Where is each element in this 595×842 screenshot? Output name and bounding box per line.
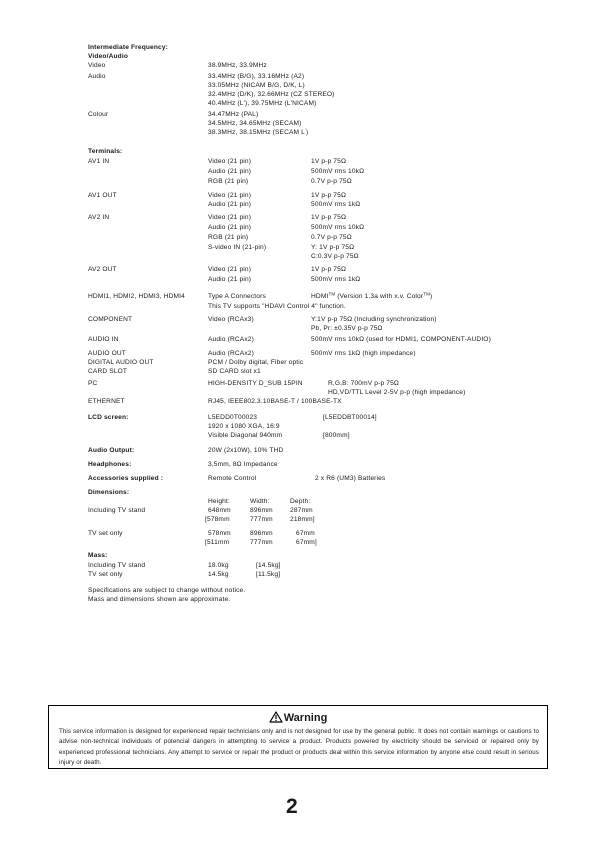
mass-only-value: 14.5kg: [208, 571, 229, 578]
dimension-value: 287mm: [290, 507, 313, 514]
terminal-type: RGB (21 pin): [208, 234, 249, 241]
dimension-value: 648mm: [208, 507, 231, 514]
component-label: COMPONENT: [88, 316, 133, 323]
component-type: Video (RCAx3): [208, 316, 254, 323]
if-audio-label: Audio: [88, 73, 106, 80]
dimensions-header: Depth:: [290, 498, 311, 505]
warning-title: Warning: [49, 711, 547, 725]
terminal-value: 500mV rms 10kΩ: [311, 168, 365, 175]
av1-out-label: AV1 OUT: [88, 192, 117, 199]
terminal-value: 500mV rms 1kΩ: [311, 276, 361, 283]
dimension-value: 777mm: [250, 516, 273, 523]
hdmi-label: HDMI1, HDMI2, HDMI3, HDMI4: [88, 293, 185, 300]
dimension-value: 218mm]: [290, 516, 315, 523]
if-audio-value: 33.4MHz (B/G), 33.16MHz (A2): [208, 73, 305, 80]
mass-stand-label: Including TV stand: [88, 562, 146, 569]
hdmi-note: This TV supports "HDAVI Control 4" function.: [208, 303, 346, 310]
dimension-value: 67mm: [296, 530, 315, 537]
card-slot-type: SD CARD slot x1: [208, 368, 261, 375]
terminals-heading: Terminals:: [88, 148, 123, 155]
if-colour-value: 38.3MHz, 38.15MHz (SECAM L'): [208, 127, 309, 136]
dimensions-only-label: TV set only: [88, 530, 123, 537]
av2-in-label: AV2 IN: [88, 214, 110, 221]
pc-label: PC: [88, 380, 98, 387]
if-video-label: Video: [88, 62, 106, 69]
if-audio-value: 32.4MHz (D/K), 32.66MHz (CZ STEREO): [208, 91, 335, 98]
lcd-label: LCD screen:: [88, 414, 129, 421]
terminal-value: Y: 1V p-p 75Ω: [311, 244, 355, 251]
lcd-part: L5EDD0T00023: [208, 414, 258, 421]
warning-box: [48, 705, 548, 769]
dimension-value: 896mm: [250, 530, 273, 537]
audio-out-value: 500mV rms 1kΩ (high impedance): [311, 350, 416, 357]
audio-in-type: Audio (RCAx2): [208, 336, 254, 343]
pc-value: HD,VD/TTL Level 2-5V p-p (high impedance): [328, 389, 466, 396]
pc-value: R,G,B: 700mV p-p 75Ω: [328, 380, 399, 387]
card-slot-label: CARD SLOT: [88, 368, 128, 375]
mass-stand-value: 18.0kg: [208, 562, 229, 569]
dimensions-header: Width:: [250, 498, 270, 505]
pc-type: HIGH-DENSITY D_SUB 15PIN: [208, 380, 303, 387]
lcd-part-alt: [L5EDDBT00014]: [323, 414, 377, 421]
dimension-value: 777mm: [250, 539, 273, 546]
if-heading: Intermediate Frequency:: [88, 44, 169, 51]
ethernet-type: RJ45, IEEE802.3.10BASE-T / 100BASE-TX: [208, 398, 342, 405]
terminal-type: Audio (21 pin): [208, 168, 252, 175]
dimensions-label: Dimensions:: [88, 489, 130, 496]
hdmi-value: HDMI™ (Version 1.3a with x.v. Color™): [311, 291, 433, 300]
dimension-value: 578mm: [208, 530, 231, 537]
mass-label: Mass:: [88, 552, 108, 559]
audio-output-value: 20W (2x10W), 10% THD: [208, 447, 284, 454]
mass-only-alt: [11.5kg]: [256, 571, 281, 578]
page-number: 2: [286, 795, 298, 818]
lcd-resolution: 1920 x 1080 XGA, 16:9: [208, 423, 280, 430]
dimensions-header: Height:: [208, 498, 230, 505]
accessories-batteries: 2 x R6 (UM3) Batteries: [315, 475, 386, 482]
dimension-value: 67mm]: [296, 539, 317, 546]
terminal-type: Video (21 pin): [208, 266, 252, 273]
warning-text: This service information is designed for experienced repair technicians only and is not designed for use by the general public. It does not contain warnings or cautions to advise non-technical individuals of potencial dangers in attempting to service a product. Products powered by electricity should be serviced or repaired only by experienced professional technicians. Any attempt to service or repair the product or products deal within this service information by anyone else could result in serious injury or death.: [59, 728, 539, 766]
dimension-value: 896mm: [250, 507, 273, 514]
warning-triangle-icon: [269, 711, 283, 723]
terminal-value: 500mV rms 10kΩ: [311, 224, 365, 231]
terminal-type: Video (21 pin): [208, 158, 252, 165]
accessories-label: Accessories supplied :: [88, 475, 164, 482]
lcd-diagonal: Visible Diagonal 940mm: [208, 432, 283, 439]
if-video-value: 38.9MHz, 33.9MHz: [208, 62, 267, 69]
dimensions-stand-label: Including TV stand: [88, 507, 146, 514]
if-colour-value: 34.47MHz (PAL): [208, 111, 259, 118]
av2-out-label: AV2 OUT: [88, 266, 117, 273]
mass-stand-alt: [14.5kg]: [256, 562, 281, 569]
terminal-value: 0.7V p-p 75Ω: [311, 178, 352, 185]
lcd-diagonal-alt: [800mm]: [323, 432, 350, 439]
terminal-type: Video (21 pin): [208, 192, 252, 199]
terminal-type: Audio (21 pin): [208, 276, 252, 283]
if-colour-label: Colour: [88, 111, 109, 118]
audio-out-label: AUDIO OUT: [88, 350, 126, 357]
audio-in-label: AUDIO IN: [88, 336, 119, 343]
if-subheading: Video/Audio: [88, 53, 128, 60]
terminal-type: S-video IN (21-pin): [208, 244, 267, 251]
dimension-value: [511mm: [205, 539, 230, 546]
if-audio-value: 33.05MHz (NICAM B/G, D/K, L): [208, 82, 305, 89]
terminal-value: 1V p-p 75Ω: [311, 158, 347, 165]
terminal-value: 1V p-p 75Ω: [311, 192, 347, 199]
terminal-type: RGB (21 pin): [208, 178, 249, 185]
terminal-value: 500mV rms 1kΩ: [311, 201, 361, 208]
component-value: Pb, Pr: ±0.35V p-p 75Ω: [311, 325, 383, 332]
audio-in-value: 500mV rms 10kΩ (used for HDMI1, COMPONENT-AUDIO): [311, 336, 491, 343]
terminal-value: 1V p-p 75Ω: [311, 214, 347, 221]
terminal-type: Audio (21 pin): [208, 224, 252, 231]
terminal-value: 1V p-p 75Ω: [311, 266, 347, 273]
component-value: Y:1V p-p 75Ω (Including synchronization): [311, 316, 437, 323]
terminal-value: C:0.3V p-p 75Ω: [311, 253, 359, 260]
headphones-label: Headphones:: [88, 461, 132, 468]
terminal-value: 0.7V p-p 75Ω: [311, 234, 352, 241]
if-audio-value: 40.4MHz (L'), 39.75MHz (L'NICAM): [208, 100, 317, 107]
digital-audio-out-type: PCM / Dolby digital, Fiber optic: [208, 359, 304, 366]
audio-out-type: Audio (RCAx2): [208, 350, 254, 357]
headphones-value: 3,5mm, 8Ω Impedance: [208, 461, 278, 468]
hdmi-type: Type A Connectors: [208, 293, 266, 300]
terminal-type: Video (21 pin): [208, 214, 252, 221]
audio-output-label: Audio Output:: [88, 447, 135, 454]
av1-in-label: AV1 IN: [88, 158, 110, 165]
terminal-type: Audio (21 pin): [208, 201, 252, 208]
dimension-value: [578mm: [205, 516, 230, 523]
ethernet-label: ETHERNET: [88, 398, 125, 405]
note-line: Mass and dimensions shown are approximate.: [88, 596, 231, 603]
accessories-item: Remote Control: [208, 475, 257, 482]
if-colour-value: 34.5MHz, 34.65MHz (SECAM): [208, 120, 302, 127]
mass-only-label: TV set only: [88, 571, 123, 578]
digital-audio-out-label: DIGITAL AUDIO OUT: [88, 359, 154, 366]
note-line: Specifications are subject to change without notice.: [88, 587, 246, 594]
